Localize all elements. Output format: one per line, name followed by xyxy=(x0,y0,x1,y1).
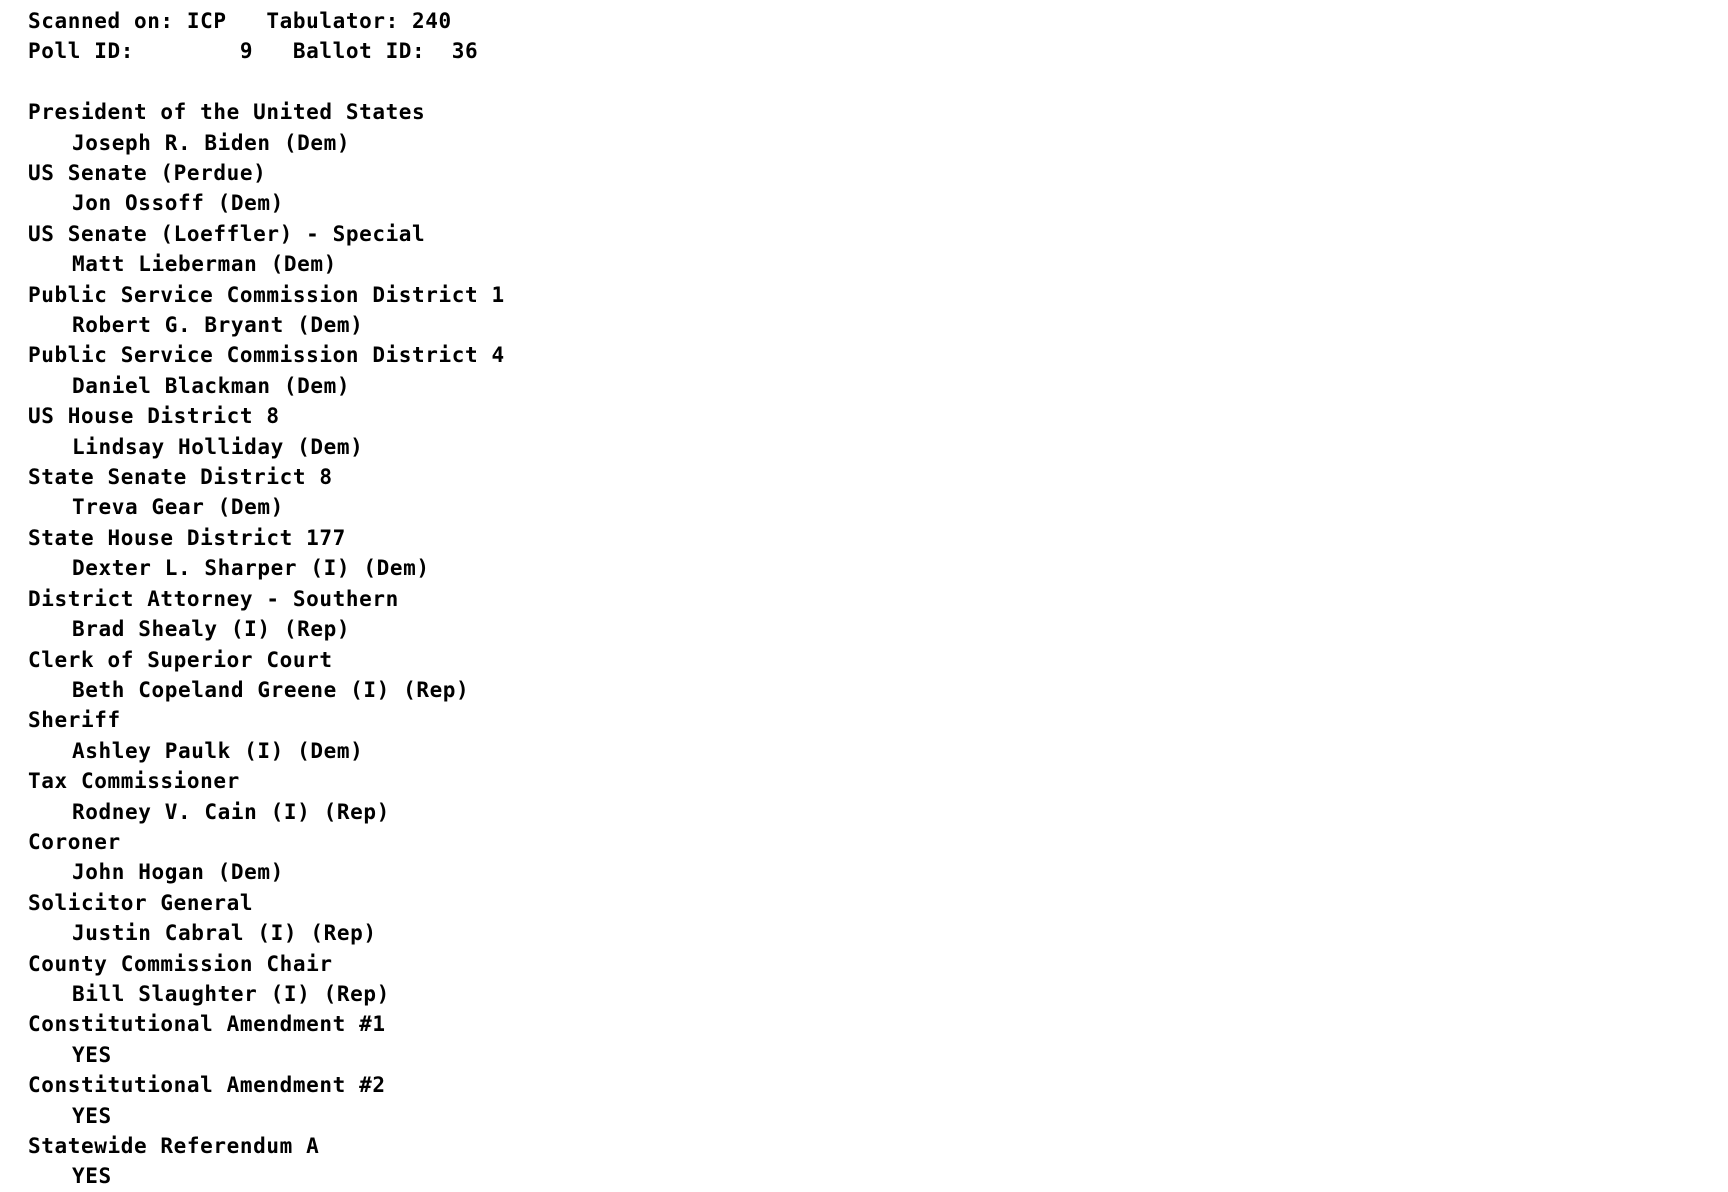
contest-selection: Robert G. Bryant (Dem) xyxy=(72,313,364,338)
poll-ballot-id-line: Poll ID: 9 Ballot ID: 36 xyxy=(28,39,479,64)
ballot-header xyxy=(28,6,1728,67)
contest-selection: Bill Slaughter (I) (Rep) xyxy=(72,981,390,1006)
contest-title: President of the United States xyxy=(28,100,426,125)
contest-selection: Treva Gear (Dem) xyxy=(72,495,284,520)
contest-selection: John Hogan (Dem) xyxy=(72,860,284,885)
contest-title: District Attorney - Southern xyxy=(28,586,399,611)
contest-selection: YES xyxy=(72,1103,112,1128)
contest-title: Solicitor General xyxy=(28,890,254,915)
contest-selection: Dexter L. Sharper (I) (Dem) xyxy=(72,556,430,581)
contest-title: Tax Commissioner xyxy=(28,769,240,794)
contest-title: Statewide Referendum A xyxy=(28,1134,320,1159)
contest-title: US Senate (Loeffler) - Special xyxy=(28,221,426,246)
contest-title: US Senate (Perdue) xyxy=(28,161,267,186)
contest-title: Sheriff xyxy=(28,708,121,733)
contest-title: Coroner xyxy=(28,829,121,854)
contest-title: Constitutional Amendment #1 xyxy=(28,1012,386,1037)
contest-title: State House District 177 xyxy=(28,525,346,550)
contest-title: Constitutional Amendment #2 xyxy=(28,1073,386,1098)
contest-selection: Justin Cabral (I) (Rep) xyxy=(72,921,377,946)
contest-selection: Matt Lieberman (Dem) xyxy=(72,252,337,277)
contest-selection: YES xyxy=(72,1042,112,1067)
contest-selection: Lindsay Holliday (Dem) xyxy=(72,434,364,459)
contest-title: Public Service Commission District 1 xyxy=(28,282,505,307)
contest-title: State Senate District 8 xyxy=(28,465,333,490)
contest-selection: Rodney V. Cain (I) (Rep) xyxy=(72,799,390,824)
contest-selection: Joseph R. Biden (Dem) xyxy=(72,130,351,155)
contest-title: County Commission Chair xyxy=(28,951,333,976)
contest-title: Clerk of Superior Court xyxy=(28,647,333,672)
contest-selection: Beth Copeland Greene (I) (Rep) xyxy=(72,677,470,702)
contest-selection: Ashley Paulk (I) (Dem) xyxy=(72,738,364,763)
scanned-on-line: Scanned on: ICP Tabulator: 240 xyxy=(28,9,452,33)
contest-title: Public Service Commission District 4 xyxy=(28,343,505,368)
contest-selection: YES xyxy=(72,1164,112,1189)
contest-title: US House District 8 xyxy=(28,404,280,429)
contest-list xyxy=(28,97,1728,1192)
contest-selection: Jon Ossoff (Dem) xyxy=(72,191,284,216)
header-body-spacer xyxy=(28,67,1728,97)
contest-selection: Daniel Blackman (Dem) xyxy=(72,373,351,398)
contest-selection: Brad Shealy (I) (Rep) xyxy=(72,617,351,642)
